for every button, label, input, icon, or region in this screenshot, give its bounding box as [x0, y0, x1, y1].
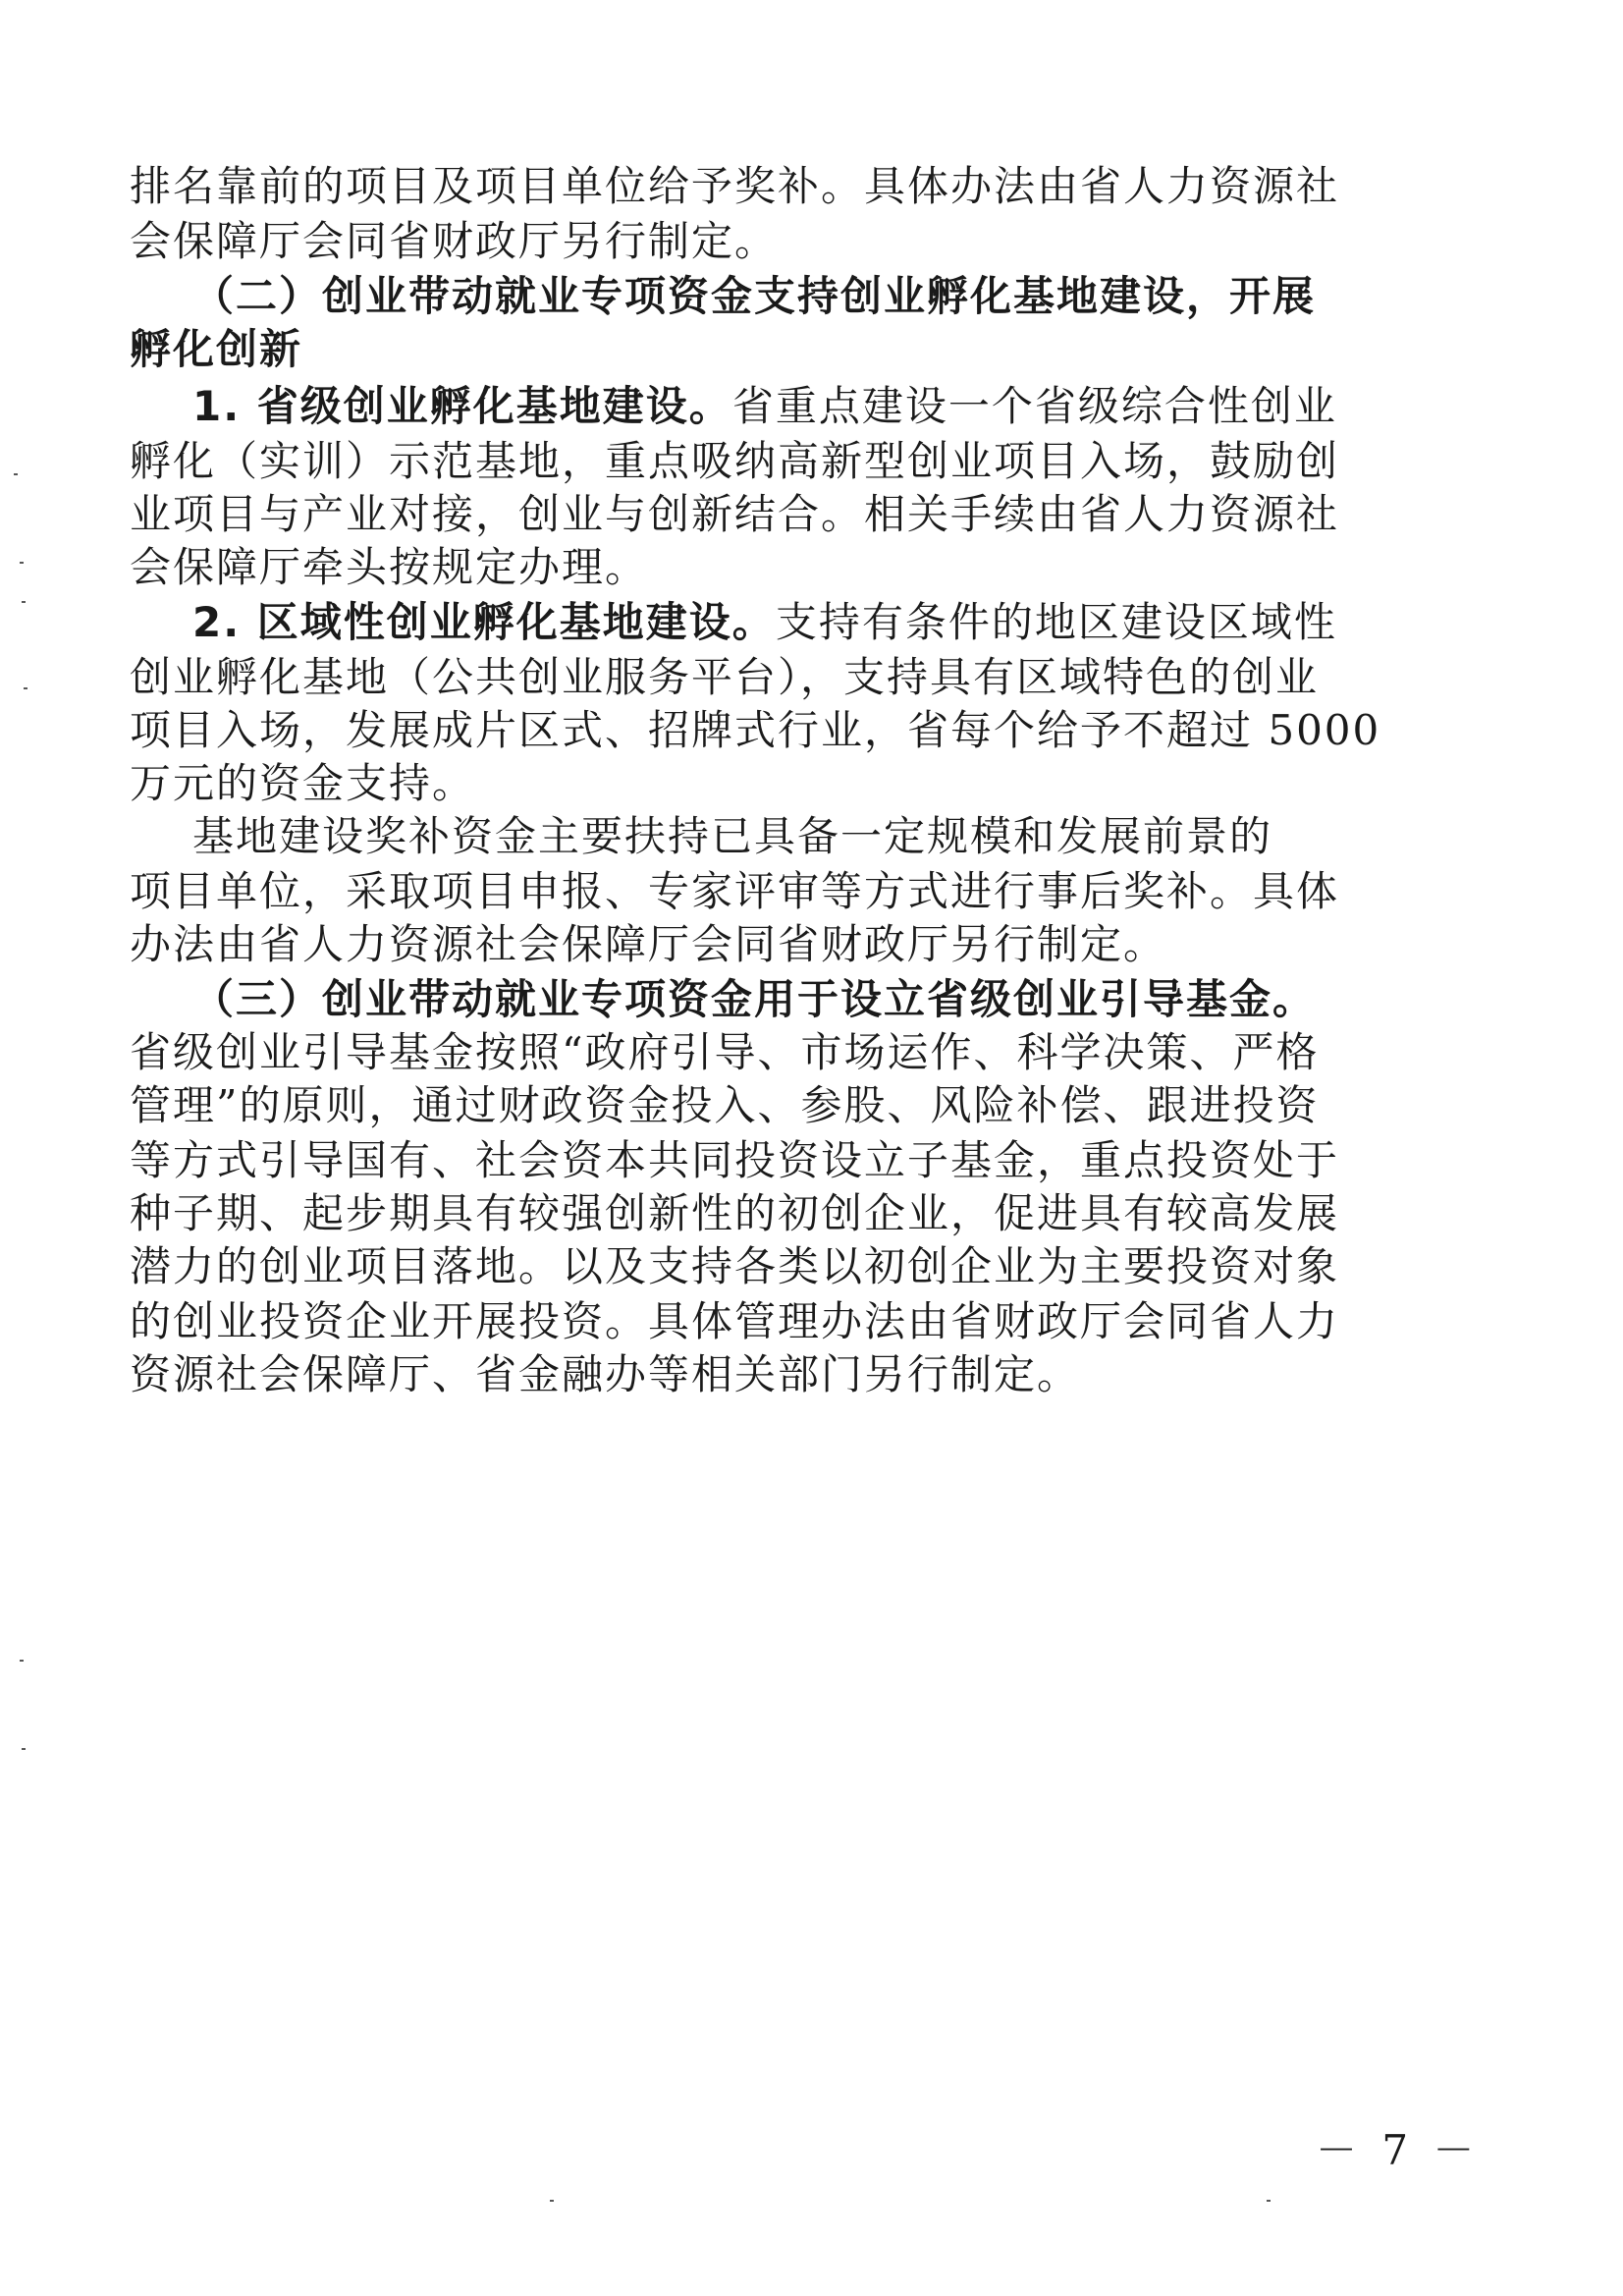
text-line: 等方式引导国有、社会资本共同投资设立子基金，重点投资处于	[130, 1136, 1340, 1184]
paragraph-line	[130, 1023, 1623, 1082]
section-heading	[192, 267, 1623, 326]
text-line: 项目入场，发展成片区式、招牌式行业，省每个给予不超过 5000	[130, 706, 1381, 754]
paragraph-line	[130, 1076, 1623, 1135]
item-line	[192, 377, 1623, 436]
paragraph-line	[130, 1131, 1623, 1190]
scan-speck	[22, 601, 26, 603]
paragraph-line	[130, 915, 1623, 974]
item-line	[192, 593, 1623, 652]
heading-line: 孵化创新	[130, 325, 303, 373]
text-line: 项目单位，采取项目申报、专家评审等方式进行事后奖补。具体	[130, 867, 1340, 915]
text-line: 万元的资金支持。	[130, 759, 476, 807]
text-line: 省重点建设一个省级综合性创业	[731, 382, 1337, 430]
heading-line: （二）创业带动就业专项资金支持创业孵化基地建设，开展	[192, 272, 1317, 320]
page-number: － 7 －	[1316, 2126, 1481, 2174]
scan-speck	[22, 1748, 26, 1750]
paragraph-line	[130, 862, 1623, 921]
paragraph-line	[130, 157, 1623, 216]
text-line: 基地建设奖补资金主要扶持已具备一定规模和发展前景的	[192, 812, 1273, 860]
scan-speck	[14, 473, 18, 475]
text-line: 支持有条件的地区建设区域性	[775, 598, 1337, 646]
text-line: 会保障厅牵头按规定办理。	[130, 543, 649, 591]
text-line: 会保障厅会同省财政厅另行制定。	[130, 217, 779, 265]
item-line	[130, 432, 1623, 491]
item-line	[130, 701, 1623, 760]
paragraph-line	[130, 1184, 1623, 1243]
item-lead: 2. 区域性创业孵化基地建设。	[192, 598, 776, 646]
item-line	[130, 648, 1623, 707]
text-line: 种子期、起步期具有较强创新性的初创企业，促进具有较高发展	[130, 1189, 1340, 1237]
item-lead: 1. 省级创业孵化基地建设。	[192, 382, 732, 430]
heading-line: （三）创业带动就业专项资金用于设立省级创业引导基金。	[192, 975, 1317, 1023]
text-line: 的创业投资企业开展投资。具体管理办法由省财政厅会同省人力	[130, 1297, 1340, 1345]
text-line: 业项目与产业对接，创业与创新结合。相关手续由省人力资源社	[130, 490, 1340, 538]
text-line: 潜力的创业项目落地。以及支持各类以初创企业为主要投资对象	[130, 1242, 1340, 1290]
section-heading	[130, 320, 1623, 379]
scan-speck	[20, 562, 24, 564]
scan-speck	[20, 1660, 24, 1662]
text-line: 排名靠前的项目及项目单位给予奖补。具体办法由省人力资源社	[130, 162, 1340, 210]
text-line: 省级创业引导基金按照“政府引导、市场运作、科学决策、严格	[130, 1028, 1320, 1076]
paragraph-line	[130, 1345, 1623, 1404]
scan-speck	[550, 2200, 554, 2202]
paragraph-line	[130, 1292, 1623, 1351]
paragraph-line	[192, 807, 1623, 866]
text-line: 资源社会保障厅、省金融办等相关部门另行制定。	[130, 1350, 1081, 1398]
item-line	[130, 754, 1623, 813]
item-line	[130, 538, 1623, 597]
item-line	[130, 485, 1623, 544]
scan-speck	[24, 687, 27, 689]
text-line: 创业孵化基地（公共创业服务平台），支持具有区域特色的创业	[130, 653, 1320, 701]
text-line: 管理”的原则，通过财政资金投入、参股、风险补偿、跟进投资	[130, 1081, 1320, 1129]
scan-speck	[1267, 2200, 1271, 2202]
text-line: 孵化（实训）示范基地，重点吸纳高新型创业项目入场，鼓励创	[130, 437, 1340, 485]
paragraph-line	[130, 212, 1623, 271]
paragraph-line	[130, 1237, 1623, 1296]
section-heading	[192, 970, 1623, 1029]
text-line: 办法由省人力资源社会保障厅会同省财政厅另行制定。	[130, 920, 1167, 968]
